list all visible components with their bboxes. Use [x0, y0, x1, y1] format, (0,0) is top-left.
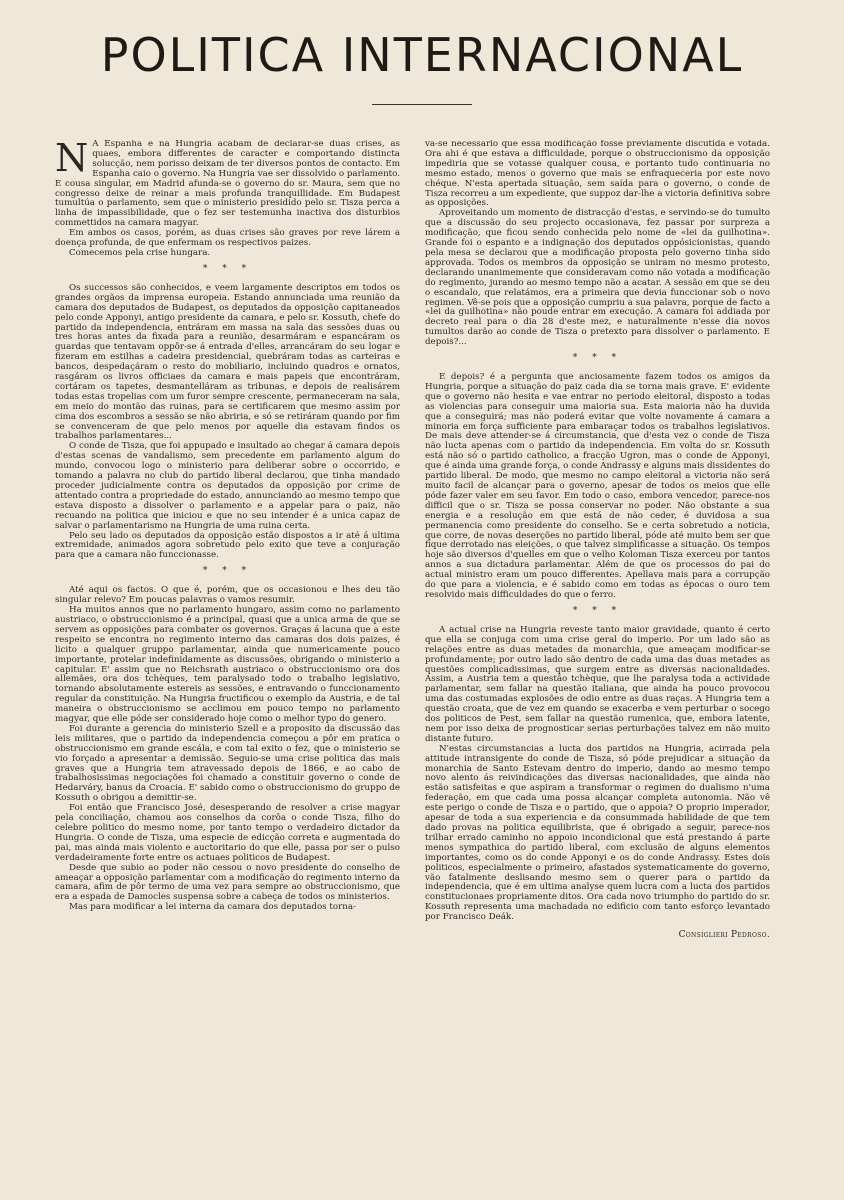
paragraph-7: Até aqui os factos. O que é, porém, que os occasionou e lhes deu tão singular relevo? Em poucas palavras o vamos resumir.: [55, 585, 400, 606]
section-separator: * * *: [572, 605, 623, 616]
author-signature: Consiglieri Pedroso.: [678, 930, 770, 941]
paragraph-5: O conde de Tisza, que foi appupado e insultado ao chegar á camara depois d'estas scenas de vandalismo, sem precedente em parlamento algum do mundo, convocou logo o ministerio para deliberar sobre o occorrido, e tomando a palavra no club do partido liberal declarou, que tinha mandado proceder judicialmente contra os deputados da opposição por crime de attentado contra a propriedade do estado, annunciando ao mesmo tempo que estava disposto a dissolver o parlamento e a appelar para o paiz, não recuando na politica que iniciou e que no seu intender é a unica capaz de salvar o parlamentarismo na Hungria de uma ruina certa.: [55, 441, 400, 531]
paragraph-1: [55, 140, 400, 229]
drop-cap: N: [55, 140, 89, 180]
paragraph-1-text: A Espanha e na Hungria acabam de declarar-se duas crises, as quaes, embora differentes de caracter e comportando distincta solucção, nem porisso deixam de ter diversos pontos de contacto. Em Espanha caio o governo. Na Hungria vae ser dissolvido o parlamento. E cousa singular, em Madrid afunda-se o governo do sr. Maura, sem que no congresso deixe de reinar a mais profunda tranquillidade. Em Budapest tumultúa o parlamento, sem que o ministerio presidido pelo sr. Tisza perca a linha de impassibilidade, que o fez ser testemunha inactiva dos disturbios commettidos na camara magyar.: [55, 140, 400, 229]
page-title: POLITICA INTERNACIONAL: [100, 28, 744, 82]
paragraph-8: Ha muitos annos que no parlamento hungaro, assim como no parlamento austriaco, o obstruccionismo é a principal, quasi que a unica arma de que se servem as opposições para combater os governos. Graças á lacuna que a este respeito se encontra no regimento interno das camaras dos dois paizes, é licito a qualquer gruppo parlamentar, ainda que numericamente pouco importante, protelar indefinidamente as discussões, obrigando o ministerio a capitular. E' assim que no Reichsrath austriaco o obstruccionismo ora dos allemães, ora dos tchèques, tem paralysado todo o trabalho legislativo, tornando absolutamente estereis as sessões, e entravando o funccionamento regular da constituição. Na Hungria fructificou o exemplo da Austria, e de tal maneira o obstruccionismo se acclimou em pouco tempo no parlamento magyar, que elle póde ser considerado hoje como o melhor typo do genero.: [55, 605, 400, 725]
paragraph-17: N'estas circumstancias a lucta dos partidos na Hungria, acirrada pela attitude intransigente do conde de Tisza, só póde prejudicar a situação da monarchia de Santo Estevam dentro do imperio, dando ao mesmo tempo novo alento ás reivindicações das diversas nacionalidades, que ainda não estão satisfeitas e que aspiram a transformar o regimen do dualismo n'uma federação, em que cada uma possa alcançar completa autonomia. Não vê este perigo o conde de Tisza e o partido, que o appoia? O proprio imperador, apesar de toda a sua experiencia e da consummada habilidade de que tem dado provas na politica equilibrista, que é obrigado a seguir, parece-nos trilhar errado caminho no appoio incondicional que está prestando á parte menos sympathica do partido liberal, com exclusão de alguns elementos importantes, como os do conde Apponyi e os do conde Andrassy. Estes dois politicos, especialmente o primeiro, afastados systematicamente do governo, vão fatalmente deslisando mesmo sem o querer para o partido da independencia, que é em ultima analyse quem lucra com a lucta dos partidos constitucionaes propriamente ditos. Ora cada novo triumpho do partido do sr. Kossuth representa uma machadada no edificio com tanto esforço levantado por Francisco Deák.: [425, 743, 770, 923]
section-separator: * * *: [202, 566, 253, 577]
paragraph-3: Comecemos pela crise hungara.: [69, 247, 211, 258]
paragraph-11: Desde que subio ao poder não cessou o novo presidente do conselho de ameaçar a opposição parlamentar com a modificação do regimento interno da camara, afim de pôr termo de uma vez para sempre ao obstruccionismo, que era a espada de Damocles suspensa sobre a cabeça de todos os ministerios.: [55, 862, 400, 903]
left-column: [55, 140, 400, 1160]
paragraph-10: Foi então que Francisco José, desesperando de resolver a crise magyar pela conciliação, chamou aos conselhos da corôa o conde Tisza, filho do celebre politico do mesmo nome, por tanto tempo o verdadeiro dictador da Hungria. O conde de Tisza, uma especie de edicção correta e augmentada do pai, mas ainda mais violento e auctoritario do que elle, passa por ser o pulso verdadeiramente forte entre os actuaes politicos de Budapest.: [55, 803, 400, 863]
paragraph-9: Foi durante a gerencia do ministerio Szell e a proposito da discussão das leis militares, que o partido da independencia começou a pôr em pratica o obstruccionismo em grande escála, e com tal exito o fez, que o ministerio se vio forçado a apresentar a demissão. Seguio-se uma crise politica das mais graves que a Hungria tem atravessado depois de 1866, e ao cabo de trabalhosissimas negociações foi chamado a constituir governo o conde de Hedarváry, banus da Croacia. E' sabido como o obstruccionismo do gruppo de Kossuth o obrigou a demittir-se.: [55, 723, 400, 804]
section-separator: * * *: [572, 353, 623, 364]
paragraph-14: Aproveitando um momento de distracção d'estas, e servindo-se do tumulto que a discussão do seu projecto occasionava, fez passar por surpreza a modificação, que ficou sendo conhecida pelo nome de «lei da guilhotina». Grande foi o espanto e a indignação dos deputados oppósicionistas, quando pela mesa se declarou que a modificação proposta pelo governo tinha sido approvada. Todos os membros da opposição se uniram no mesmo protesto, declarando unanimemente que consideravam como não votada a modificação do regimento, jurando ao mesmo tempo não a acatar. A sessão em que se deu o escandalo, que relatámos, era a primeira que devia funccionar sob o novo regimen. Vê-se pois que a opposição cumpriu a sua palavra, porque de facto a «lei da guilhotina» não poude entrar em execução. A camara foi addiada por decreto real para o dia 28 d'este mez, e naturalmente n'esse dia novos tumultos darão ao conde de Tisza o pretexto para dissolver o parlamento. E depois?...: [425, 208, 770, 348]
paragraph-6: Pelo seu lado os deputados da opposição estão dispostos a ir até á ultima extremidade, animados agora sobretudo pelo exito que teve a conjuração para que a camara não funccionasse.: [55, 530, 400, 561]
paragraph-4: Os successos são conhecidos, e veem largamente descriptos em todos os grandes orgãos da imprensa europeia. Estando annunciada uma reunião da camara dos deputados de Budapest, os deputados da opposição capitaneados pelo conde Apponyi, antigo presidente da camara, e pelo sr. Kossuth, chefe do partido da independencia, entráram em massa na sala das sessões duas ou tres horas antes da fixada para a reunião, desarmáram e espancáram os guardas que tentavam oppôr-se á entrada d'elles, arrancáram do seu logar e fizeram em estilhas a cadeira presidencial, quebráram todas as carteiras e bancos, despedaçáram o resto do mobiliario, incluindo quadros e ornatos, rasgáram os livros officiaes da camara e mais papeis que encontráram, cortáram os tapetes, desmantelláram as tribunas, e depois de realisárem todas estas tropelias com um furor sempre crescente, permaneceram na sala, em meio do montão das ruinas, para se certificarem que mesmo assim por cima dos escombros a sessão se não abriria, e só se retiráram quando por fim se convenceram de que pelo menos por aquelle dia estavam findos os trabalhos parlamentares...: [55, 282, 400, 442]
paragraph-2: Em ambos os casos, porém, as duas crises são graves por reve lárem a doença profunda, de que enfermam os respectivos paizes.: [55, 228, 400, 249]
paragraph-15: E depois? é a pergunta que anciosamente fazem todos os amigos da Hungria, porque a situação do paiz cada dia se torna mais grave. E' evidente que o governo não hesita e vae entrar no periodo eleitoral, disposto a todas as violencias para conseguir uma maioria sua. Esta maioria não ha duvida que a conseguirá; mas não poderá evitar que volte novamente á camara a minoria em força sufficiente para embaraçar todos os trabalhos legislativos. De mais deve attender-se á circumstancia, que d'esta vez o conde de Tisza não lucta apenas com o partido da independencia. Em volta do sr. Kossuth está não só o partido catholico, a fracção Ugron, mas o conde de Apponyi, que é ainda uma grande força, o conde Andrassy e alguns mais dissidentes do partido liberal. De modo, que mesmo no campo eleitoral a victoria não será muito facil de alcançar para o governo, apesar de todos os meios que elle póde fazer valer em seu favor. Em todo o caso, embora vencedor, parece-nos difficil que o sr. Tisza se possa conservar no poder. Não obstante a sua energia e a resolução em que está de não ceder, é duvidosa a sua permanencia como presidente do conselho. Se e certa sobretudo a noticia, que corre, de novas deserções no partido liberal, póde até muito bem ser que fique derrotado nas eleições, o que talvez simplificasse a situação. Os tempos hoje são diversos d'quelles em que o velho Koloman Tisza exerceu por tantos annos a sua dictadura parlamentar. Além de que os processos do pai do actual ministro eram um pouco differentes. Apellava mais para a corrupção do que para a violencia, e é sabido como em todas as épocas o ouro tem resolvido mais difficuldades do que o ferro.: [425, 372, 770, 600]
right-column: [425, 140, 770, 1120]
paragraph-12: Mas para modificar a lei interna da camara dos deputados torna-: [69, 902, 356, 913]
paragraph-13: va-se necessario que essa modificação fosse previamente discutida e votada. Ora ahi é que estava a difficuldade, porque o obstruccionismo da opposição impediria que se votasse qualquer cousa, e portanto tudo continuaria no mesmo estado, menos o governo que mais se enfraqueceria por este novo chéque. N'esta apertada situação, sem saída para o governo, o conde de Tisza recorreu a um expediente, que suppoz dar-lhe a victoria definitiva sobre as opposições.: [425, 140, 770, 209]
title-rule: [372, 104, 472, 105]
paragraph-16: A actual crise na Hungria reveste tanto maior gravidade, quanto é certo que ella se conjuga com uma crise geral do imperio. Por um lado são as relações entre as duas metades da monarchia, que ameaçam modificar-se profundamente; por outro lado são dentro de cada uma das duas metades as questões complicadissimas, que surgem entre as diversas nacionalidades. Assim, a Austria tem a questão tchèque, que lhe paralysa toda a actividade parlamentar, sem fallar na questão italiana, que ainda ha pouco provocou uma das costumadas explosões de odio entre as duas raças. A Hungria tem a questão croata, que de vez em quando se exacerba e vem perturbar o socego dos politicos de Pest, sem fallar na questão rumenica, que, embora latente, nem por isso deixa de prognosticar serias perturbações talvez em não muito distante futuro.: [425, 624, 770, 744]
section-separator: * * *: [202, 263, 253, 274]
